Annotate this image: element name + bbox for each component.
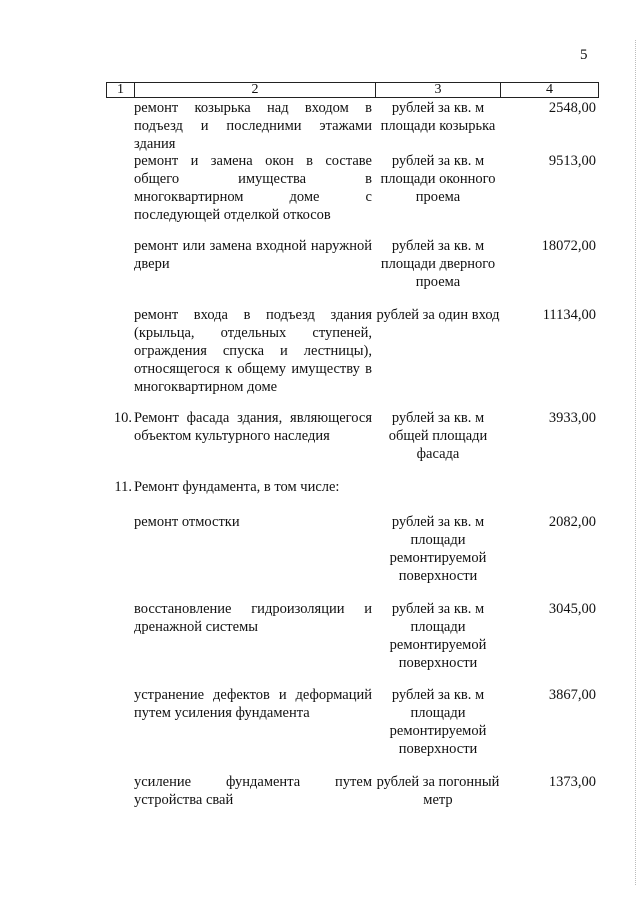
header-col-4: 4 — [546, 82, 553, 97]
page-number: 5 — [580, 47, 588, 63]
scan-edge-line — [634, 40, 636, 885]
header-col-1: 1 — [107, 83, 135, 97]
row-description: Ремонт фундамента, в том числе: — [134, 479, 340, 495]
row-unit: рублей за кв. м площади оконного проема — [380, 153, 496, 205]
row-price: 9513,00 — [548, 153, 596, 169]
row-unit: рублей за кв. м площади ремонтируемой поверхности — [389, 601, 487, 671]
row-description: устранение дефектов и деформаций путем усиления фундамента — [134, 687, 372, 721]
row-description: восстановление гидроизоляции и дренажной системы — [134, 601, 372, 635]
row-unit: рублей за кв. м площади ремонтируемой поверхности — [389, 687, 487, 757]
row-unit: рублей за кв. м площади ремонтируемой поверхности — [389, 514, 487, 584]
row-description: ремонт и замена окон в составе общего имущества в многоквартирном доме с последующей отделкой откосов — [134, 153, 372, 223]
header-col-2: 2 — [135, 83, 376, 97]
row-price: 11134,00 — [542, 307, 596, 323]
row-price: 2082,00 — [548, 514, 596, 530]
row-description: Ремонт фасада здания, являющегося объектом культурного наследия — [134, 410, 372, 444]
row-unit: рублей за погонный метр — [376, 774, 500, 808]
row-unit: рублей за кв. м площади козырька — [380, 100, 496, 134]
row-unit: рублей за кв. м площади дверного проема — [380, 238, 496, 290]
row-unit: рублей за один вход — [376, 307, 500, 323]
row-description: ремонт козырька над входом в подъезд и последними этажами здания — [134, 100, 372, 152]
row-price: 2548,00 — [548, 100, 596, 116]
row-price: 18072,00 — [541, 238, 596, 254]
row-price: 1373,00 — [548, 774, 596, 790]
header-col-3: 3 — [376, 83, 501, 97]
row-number: 10. — [113, 410, 132, 426]
row-price: 3933,00 — [548, 410, 596, 426]
row-number: 11. — [114, 479, 132, 495]
row-unit: рублей за кв. м общей площади фасада — [388, 410, 488, 462]
row-price: 3867,00 — [548, 687, 596, 703]
row-price: 3045,00 — [548, 601, 596, 617]
row-description: ремонт отмостки — [134, 514, 240, 530]
table-header — [106, 82, 599, 98]
row-description: ремонт входа в подъезд здания (крыльца, отдельных ступеней, ограждения спуска и лестницы), относящегося к общему имуществу в многоквартирном доме — [134, 307, 372, 395]
row-description: усиление фундамента путем устройства свай — [134, 774, 372, 808]
row-description: ремонт или замена входной наружной двери — [134, 238, 372, 272]
